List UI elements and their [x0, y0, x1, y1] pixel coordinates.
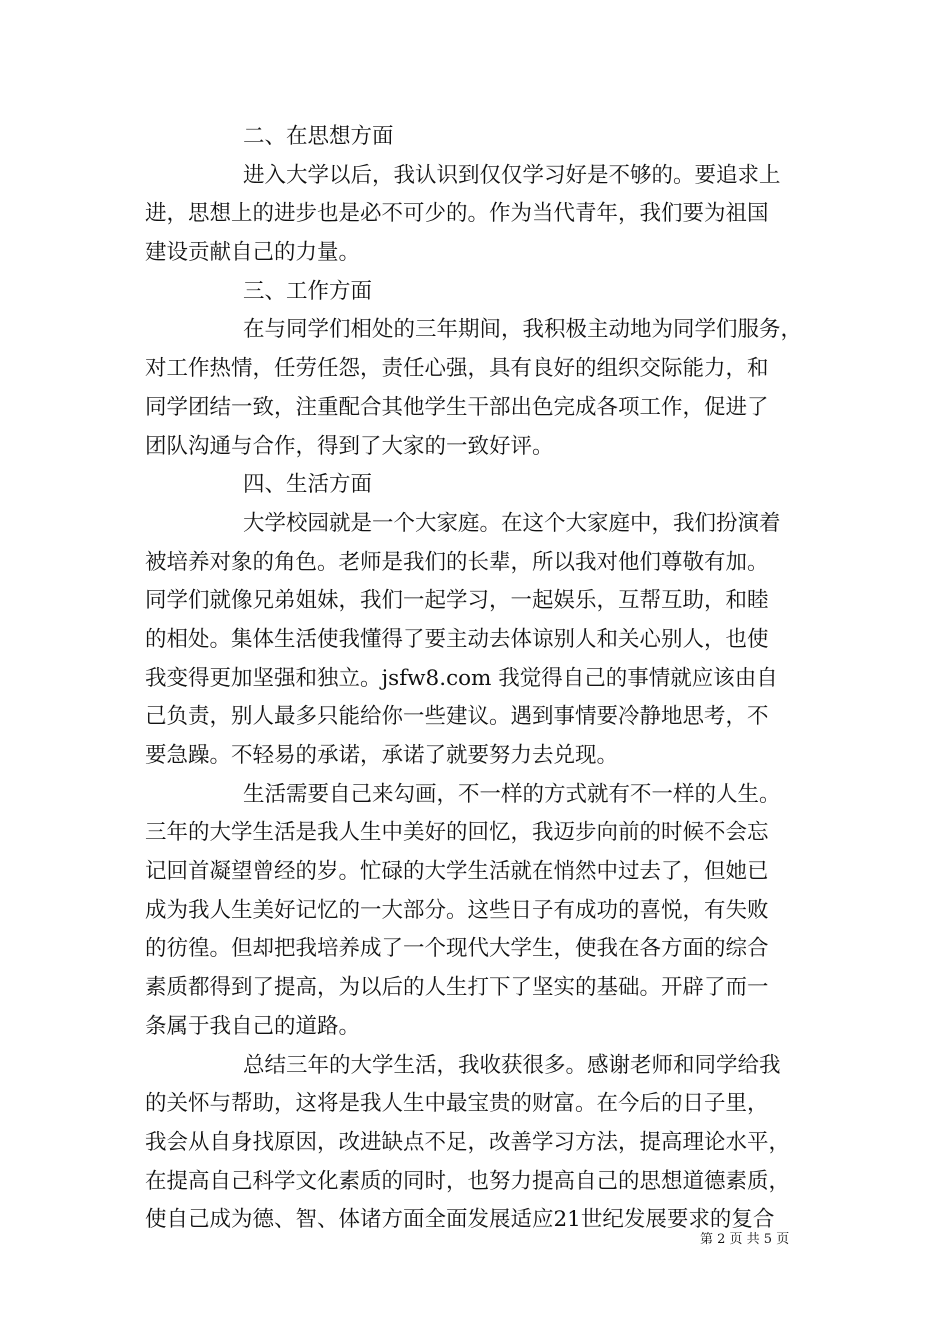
paragraph-line: 条属于我自己的道路。: [145, 1013, 361, 1039]
paragraph-line: 成为我人生美好记忆的一大部分。这些日子有成功的喜悦，有失败: [145, 897, 769, 923]
paragraph-line: 我变得更加坚强和独立。jsfw8.com 我觉得自己的事情就应该由自: [145, 665, 778, 691]
paragraph-line: 的彷徨。但却把我培养成了一个现代大学生，使我在各方面的综合: [145, 936, 769, 962]
section-heading-thought: 二、在思想方面: [243, 124, 394, 149]
paragraph-line: 记回首凝望曾经的岁。忙碌的大学生活就在悄然中过去了，但她已: [145, 859, 769, 885]
paragraph-line: 同学团结一致，注重配合其他学生干部出色完成各项工作，促进了: [145, 394, 769, 420]
paragraph-line: 三年的大学生活是我人生中美好的回忆，我迈步向前的时候不会忘: [145, 820, 769, 846]
paragraph-line: 被培养对象的角色。老师是我们的长辈，所以我对他们尊敬有加。: [145, 549, 769, 575]
paragraph-line: 团队沟通与合作，得到了大家的一致好评。: [145, 433, 554, 459]
paragraph-line: 同学们就像兄弟姐妹，我们一起学习，一起娱乐，互帮互助，和睦: [145, 588, 769, 614]
paragraph-line: 大学校园就是一个大家庭。在这个大家庭中，我们扮演着: [243, 510, 781, 536]
paragraph-line: 的关怀与帮助，这将是我人生中最宝贵的财富。在今后的日子里，: [145, 1091, 769, 1117]
paragraph-line: 建设贡献自己的力量。: [145, 240, 361, 266]
section-heading-work: 三、工作方面: [243, 278, 373, 304]
paragraph-line: 己负责，别人最多只能给你一些建议。遇到事情要冷静地思考，不: [145, 704, 769, 730]
paragraph-line: 进，思想上的进步也是必不可少的。作为当代青年，我们要为祖国: [145, 201, 769, 227]
paragraph-line: 进入大学以后，我认识到仅仅学习好是不够的。要追求上: [243, 162, 781, 188]
paragraph-line: 在与同学们相处的三年期间，我积极主动地为同学们服务，: [243, 317, 803, 343]
page-number: 第 2 页 共 5 页: [700, 1232, 790, 1247]
paragraph-line: 对工作热情，任劳任怨，责任心强，具有良好的组织交际能力，和: [145, 356, 769, 382]
paragraph-line: 素质都得到了提高，为以后的人生打下了坚实的基础。开辟了而一: [145, 975, 769, 1001]
paragraph-line: 生活需要自己来勾画，不一样的方式就有不一样的人生。: [243, 781, 781, 807]
paragraph-line: 要急躁。不轻易的承诺，承诺了就要努力去兑现。: [145, 743, 619, 768]
document-body: [145, 118, 815, 1240]
paragraph-line: 使自己成为德、智、体诸方面全面发展适应21世纪发展要求的复合: [145, 1207, 775, 1233]
paragraph-line: 总结三年的大学生活，我收获很多。感谢老师和同学给我: [243, 1052, 781, 1078]
section-heading-life: 四、生活方面: [243, 472, 373, 498]
paragraph-line: 的相处。集体生活使我懂得了要主动去体谅别人和关心别人，也使: [145, 626, 769, 652]
paragraph-line: 在提高自己科学文化素质的同时，也努力提高自己的思想道德素质，: [145, 1168, 791, 1194]
paragraph-line: 我会从自身找原因，改进缺点不足，改善学习方法，提高理论水平，: [145, 1129, 791, 1155]
